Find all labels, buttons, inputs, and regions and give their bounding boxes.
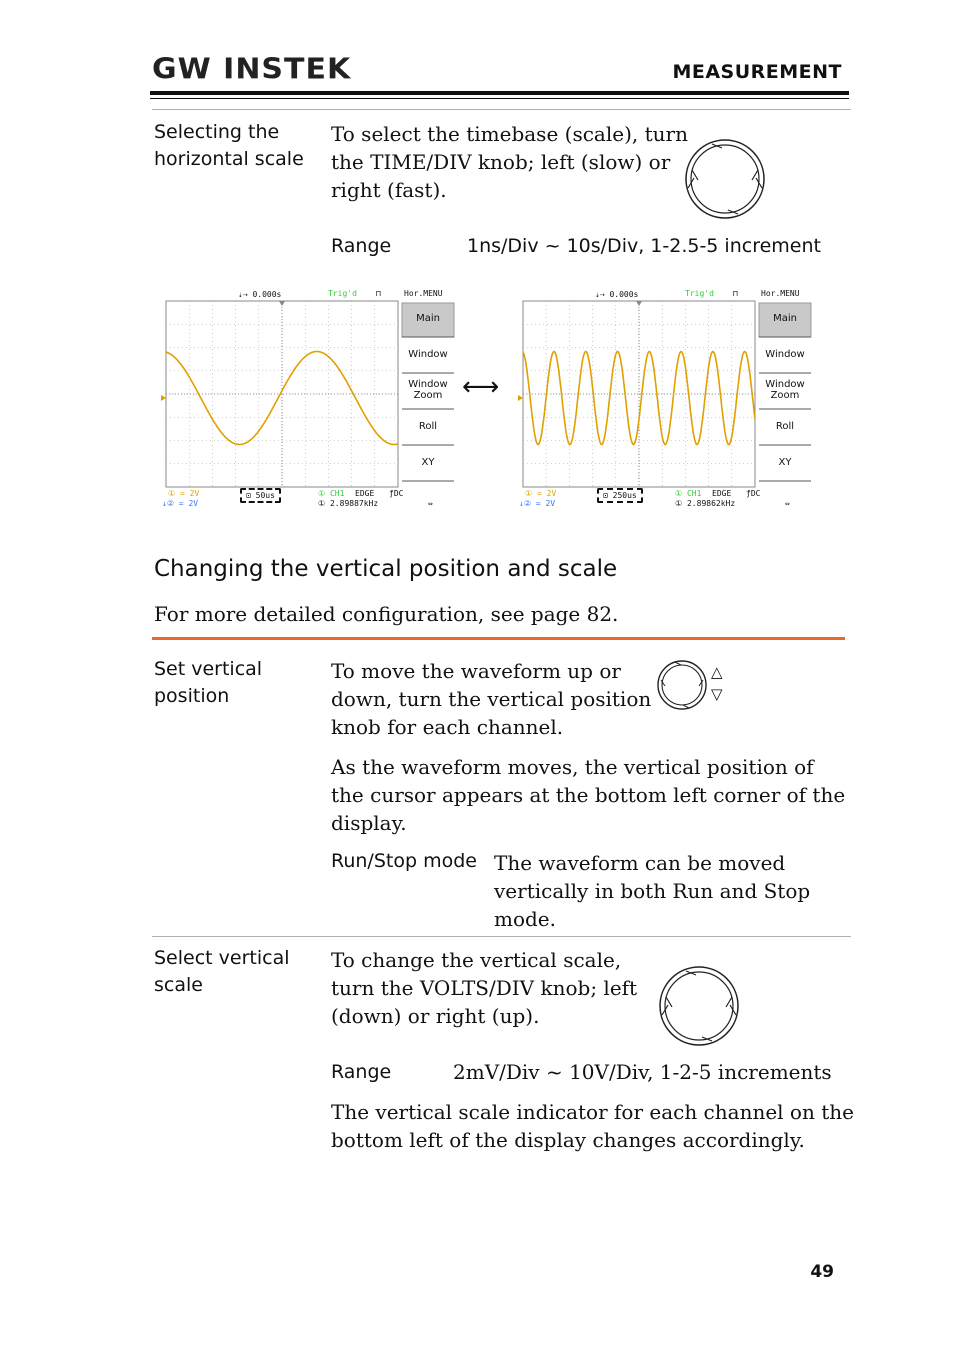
vertical-scale-text: To change the vertical scale, turn the VOLTS/DIV knob; left (down) or right (up).	[331, 948, 638, 1028]
menu-item-main[interactable]: Main	[773, 313, 797, 324]
horizontal-range-value: 1ns/Div ~ 10s/Div, 1-2.5-5 increment	[467, 235, 821, 257]
scope-screen-50us	[158, 287, 458, 512]
header-rule-thin	[150, 98, 849, 99]
menu-title: Hor.MENU	[761, 289, 800, 298]
up-arrow-icon: △	[711, 663, 723, 681]
ch1-marker	[161, 395, 166, 401]
vertical-range-label: Range	[331, 1061, 392, 1083]
vertical-position-label: Set vertical position	[154, 658, 263, 707]
time-offset-readout: ⇣⇢ 0.000s	[238, 290, 282, 299]
orange-rule	[152, 637, 845, 640]
menu-item-roll[interactable]: Roll	[418, 421, 438, 432]
header-rule	[150, 91, 849, 95]
run-stop-mode-label: Run/Stop mode	[331, 850, 477, 872]
menu-item-xy[interactable]: XY	[421, 457, 435, 468]
timebase-readout: ⊡ 50us	[240, 488, 281, 503]
vertical-scale-indicator-text: The vertical scale indicator for each channel on the bottom left of the display changes accordingly.	[331, 1100, 854, 1152]
ch1-scale-readout: ① = 2V	[525, 489, 557, 498]
horizontal-range-label: Range	[331, 235, 392, 257]
vertical-range-value: 2mV/Div ~ 10V/Div, 1-2-5 increments	[453, 1060, 832, 1084]
row-divider	[152, 936, 851, 937]
page-number: 49	[810, 1262, 834, 1282]
volts-div-knob-icon	[656, 963, 742, 1049]
section-title: MEASUREMENT	[672, 61, 842, 83]
menu-item-xy[interactable]: XY	[778, 457, 792, 468]
gw-instek-logo: GW INSTEK	[152, 52, 352, 87]
time-offset-readout: ⇣⇢ 0.000s	[595, 290, 639, 299]
vertical-scale-label: Select vertical scale	[154, 947, 290, 996]
trigger-status: Trig'd	[328, 289, 357, 298]
vertical-position-knob-icon	[655, 658, 709, 712]
time-div-knob-icon	[682, 136, 768, 222]
menu-item-main[interactable]: Main	[416, 313, 440, 324]
usb-icon: ⇔	[785, 499, 790, 508]
section-heading: Changing the vertical position and scale	[154, 556, 618, 582]
vertical-position-text: To move the waveform up or down, turn the vertical position knob for each channel.	[331, 659, 652, 739]
section-intro: For more detailed configuration, see page 82.	[154, 602, 619, 626]
scope-screen-250us	[515, 287, 815, 512]
menu-item-window-zoom[interactable]: Window Zoom	[765, 379, 805, 401]
menu-item-window[interactable]: Window	[765, 349, 805, 360]
double-arrow-icon: ⟷	[462, 372, 500, 402]
usb-icon: ⇔	[428, 499, 433, 508]
timebase-readout: ⊡ 250us	[597, 488, 643, 503]
trigger-edge-icon: ⊓	[733, 289, 738, 298]
trigger-edge-icon: ⊓	[376, 289, 381, 298]
trigger-type: EDGE	[355, 489, 375, 498]
frequency-readout: ① 2.89862kHz	[675, 499, 736, 508]
trigger-coupling: ƒDC	[746, 489, 761, 498]
trigger-coupling: ƒDC	[389, 489, 404, 498]
trigger-source: ① CH1	[318, 489, 345, 498]
frequency-readout: ① 2.89887kHz	[318, 499, 379, 508]
horizontal-scale-label: Selecting the horizontal scale	[154, 121, 304, 170]
ch1-marker	[518, 395, 523, 401]
menu-title: Hor.MENU	[404, 289, 443, 298]
ch2-scale-readout: ↓② = 2V	[519, 499, 556, 508]
row-divider	[152, 109, 851, 110]
trigger-source: ① CH1	[675, 489, 702, 498]
trigger-type: EDGE	[712, 489, 732, 498]
trigger-status: Trig'd	[685, 289, 714, 298]
horizontal-scale-text: To select the timebase (scale), turn the TIME/DIV knob; left (slow) or right (fast).	[331, 122, 688, 202]
ch2-scale-readout: ↓② = 2V	[162, 499, 199, 508]
menu-item-roll[interactable]: Roll	[775, 421, 795, 432]
run-stop-mode-text: The waveform can be moved vertically in both Run and Stop mode.	[494, 851, 811, 931]
vertical-position-cursor-text: As the waveform moves, the vertical position of the cursor appears at the bottom left corner of the display.	[331, 755, 846, 835]
menu-item-window[interactable]: Window	[408, 349, 448, 360]
down-arrow-icon: ▽	[711, 685, 723, 703]
ch1-scale-readout: ① = 2V	[168, 489, 200, 498]
menu-item-window-zoom[interactable]: Window Zoom	[408, 379, 448, 401]
